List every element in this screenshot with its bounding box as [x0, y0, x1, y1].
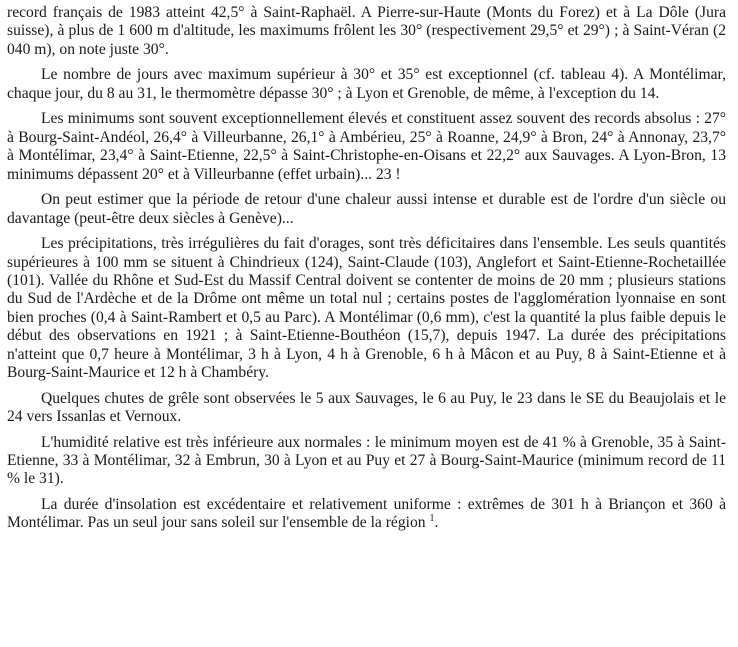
paragraph-temperature-records: record français de 1983 atteint 42,5° à Saint-Raphaël. A Pierre-sur-Haute (Monts du Forez) et à La Dôle (Jura suisse), à plus de 1 600 m d'altitude, les maximums frôlent les 30° (respectivement 29,5° et 29°) ; à Saint-Véran (2 040 m), on note juste 30°.: [7, 4, 726, 58]
paragraph-hail: Quelques chutes de grêle sont observées le 5 aux Sauvages, le 6 au Puy, le 23 dans le SE du Beaujolais et le 24 vers Issanlas et Vernoux.: [7, 389, 726, 426]
paragraph-sunshine-text: La durée d'insolation est excédentaire et relativement uniforme : extrêmes de 301 h à Briançon et 360 à Montélimar. Pas un seul jour sans soleil sur l'ensemble de la région: [7, 496, 726, 532]
paragraph-humidity: L'humidité relative est très inférieure aux normales : le minimum moyen est de 41 % à Grenoble, 35 à Saint-Etienne, 33 à Montélimar, 32 à Embrun, 30 à Lyon et au Puy et 27 à Bourg-Saint-Maurice (minimum record de 11 % le 31).: [7, 433, 726, 488]
paragraph-return-period: On peut estimer que la période de retour d'une chaleur aussi intense et durable est de l'ordre d'un siècle ou davantage (peut-être deux siècles à Genève)...: [7, 191, 726, 227]
paragraph-precipitation: Les précipitations, très irrégulières du fait d'orages, sont très déficitaires dans l'ensemble. Les seuls quantités supérieures à 100 mm se situent à Chindrieux (124), Saint-Claude (103), Anglefort et Saint-Etienne-Rochetaillée (101). Vallée du Rhône et Sud-Est du Massif Central doivent se contenter de moins de 20 mm ; plusieurs stations du Sud de l'Ardèche et de la Drôme ont même un total nul ; certains postes de l'agglomération lyonnaise en sont bien proches (0,4 à Saint-Rambert et 0,5 au Parc). A Montélimar (0,6 mm), c'est la quantité la plus faible depuis le début des observations en 1921 ; à Saint-Etienne-Bouthéon (15,7), depuis 1947. La durée des précipitations n'atteint que 0,7 heure à Montélimar, 3 h à Lyon, 4 h à Grenoble, 6 h à Mâcon et au Puy, 8 à Saint-Etienne et à Bourg-Saint-Maurice et 12 h à Chambéry.: [7, 235, 726, 382]
paragraph-hot-days: Le nombre de jours avec maximum supérieur à 30° et 35° est exceptionnel (cf. tableau 4). A Montélimar, chaque jour, du 8 au 31, le thermomètre dépasse 30° ; à Lyon et Grenoble, de même, à l'exception du 14.: [7, 66, 726, 102]
paragraph-minimums: Les minimums sont souvent exceptionnellement élevés et constituent assez souvent des records absolus : 27° à Bourg-Saint-Andéol, 26,4° à Villeurbanne, 26,1° à Ambérieu, 25° à Roanne, 24,9° à Bron, 24° à Annonay, 23,7° à Montélimar, 23,4° à Saint-Etienne, 22,5° à Saint-Christophe-en-Oisans et 22,2° aux Sauvages. A Lyon-Bron, 13 minimums dépassent 20° et à Villeurbanne (effet urbain)... 23 !: [7, 110, 726, 183]
closing-punctuation: .: [434, 514, 439, 532]
paragraph-sunshine: [7, 496, 726, 533]
footnote-marker: 1: [429, 513, 435, 525]
